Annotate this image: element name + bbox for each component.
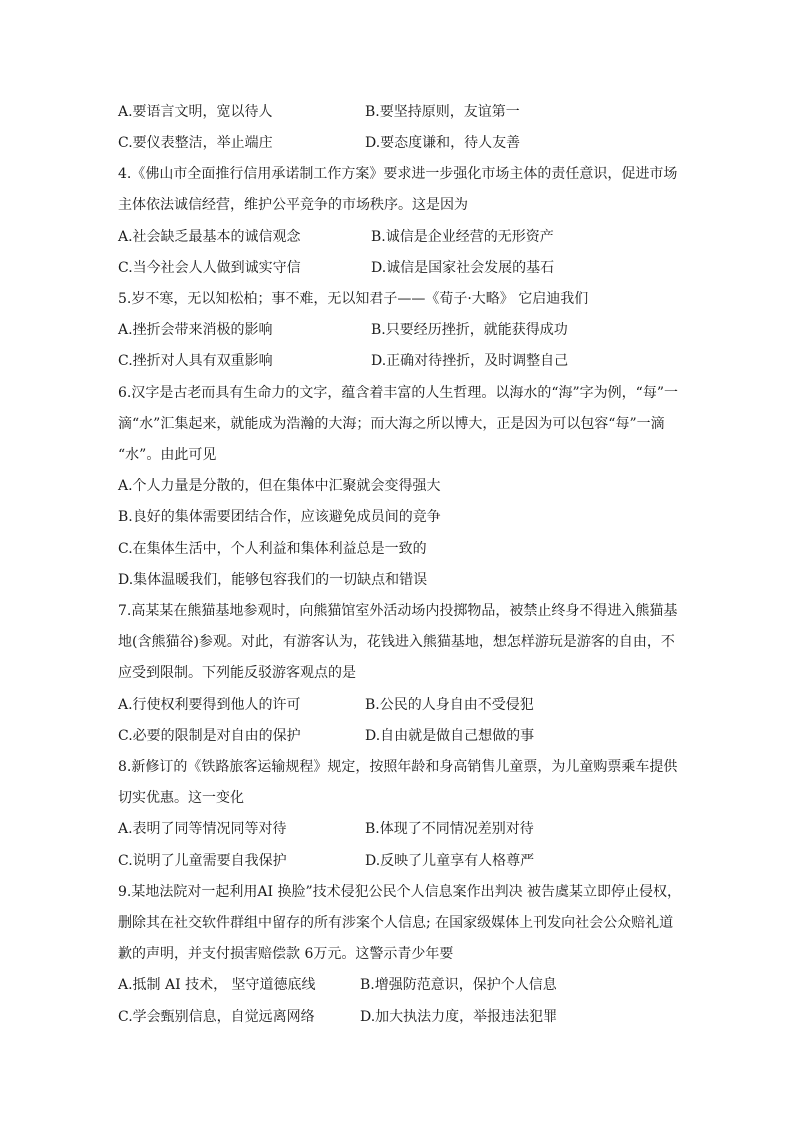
q4-stem-line: 4.《佛山市全面推行信用承诺制工作方案》要求进一步强化市场主体的责任意识，促进市场	[118, 166, 678, 182]
q8-stem-line: 切实优惠。这一变化	[118, 790, 244, 806]
q9-option-c: C.学会甄别信息，自觉远离网络	[118, 1009, 315, 1025]
q6-option-d: D.集体温暖我们，能够包容我们的一切缺点和错误	[118, 572, 428, 588]
q3-option-a: A.要语言文明，宽以待人	[118, 104, 273, 120]
q7-stem-line: 7.高某某在熊猫基地参观时，向熊猫馆室外活动场内投掷物品，被禁止终身不得进入熊猫基	[118, 603, 678, 619]
q9-stem-line: 9.某地法院对一起利用AI 换脸”技术侵犯公民个人信息案作出判决 被告虞某立即停止侵权，	[118, 884, 682, 900]
q7-stem-line: 地(含熊猫谷)参观。对此，有游客认为，花钱进入熊猫基地，想怎样游玩是游客的自由，不	[118, 634, 675, 650]
q9-stem-line: 删除其在社交软件群组中留存的所有涉案个人信息; 在国家级媒体上刊发向社会公众赔礼道	[118, 915, 674, 931]
q4-option-b: B.诚信是企业经营的无形资产	[371, 229, 554, 245]
q6-option-c: C.在集体生活中，个人利益和集体利益总是一致的	[118, 541, 427, 557]
q4-option-c: C.当今社会人人做到诚实守信	[118, 260, 301, 276]
q3-option-d: D.要态度谦和，待人友善	[365, 135, 521, 151]
q3-option-b: B.要坚持原则，友谊第一	[365, 104, 520, 120]
q9-stem-line: 歉的声明，并支付损害赔偿款 6万元。这警示青少年要	[118, 946, 454, 962]
q9-option-b: B.增强防范意识，保护个人信息	[360, 977, 557, 993]
q7-option-a: A.行使权利要得到他人的许可	[118, 697, 301, 713]
q7-option-c: C.必要的限制是对自由的保护	[118, 728, 301, 744]
q6-stem-line: “水”。由此可见	[118, 447, 217, 463]
q4-stem-line: 主体依法诚信经营，维护公平竞争的市场秩序。这是因为	[118, 197, 468, 213]
q9-option-a: A.抵制 AI 技术， 坚守道德底线	[118, 977, 316, 993]
q8-option-b: B.体现了不同情况差别对待	[365, 821, 534, 837]
q8-option-d: D.反映了儿童享有人格尊严	[365, 853, 535, 869]
q6-stem-line: 滴“水”汇集起来，就能成为浩瀚的大海；而大海之所以博大，正是因为可以包容“每”一滴	[118, 416, 665, 432]
q7-option-d: D.自由就是做自己想做的事	[365, 728, 535, 744]
q6-option-a: A.个人力量是分散的，但在集体中汇聚就会变得强大	[118, 478, 441, 494]
q5-option-c: C.挫折对人具有双重影响	[118, 353, 273, 369]
q5-option-a: A.挫折会带来消极的影响	[118, 322, 273, 338]
q5-option-b: B.只要经历挫折，就能获得成功	[371, 322, 568, 338]
q5-option-d: D.正确对待挫折，及时调整自己	[371, 353, 569, 369]
q3-option-c: C.要仪表整洁，举止端庄	[118, 135, 273, 151]
q8-option-a: A.表明了同等情况同等对待	[118, 821, 287, 837]
q4-option-d: D.诚信是国家社会发展的基石	[371, 260, 555, 276]
q8-option-c: C.说明了儿童需要自我保护	[118, 853, 287, 869]
q7-stem-line: 应受到限制。下列能反驳游客观点的是	[118, 665, 356, 681]
q7-option-b: B.公民的人身自由不受侵犯	[365, 697, 534, 713]
q8-stem-line: 8.新修订的《铁路旅客运输规程》规定，按照年龄和身高销售儿童票，为儿童购票乘车提供	[118, 759, 678, 775]
q4-option-a: A.社会缺乏最基本的诚信观念	[118, 229, 301, 245]
q9-option-d: D.加大执法力度，举报违法犯罪	[360, 1009, 558, 1025]
q6-stem-line: 6.汉字是古老而具有生命力的文字，蕴含着丰富的人生哲理。以海水的“海”字为例，“每”一	[118, 385, 678, 401]
q5-stem-line: 5.岁不寒，无以知松柏；事不难，无以知君子——《荀子·大略》 它启迪我们	[118, 291, 589, 307]
q6-option-b: B.良好的集体需要团结合作，应该避免成员间的竞争	[118, 509, 441, 525]
